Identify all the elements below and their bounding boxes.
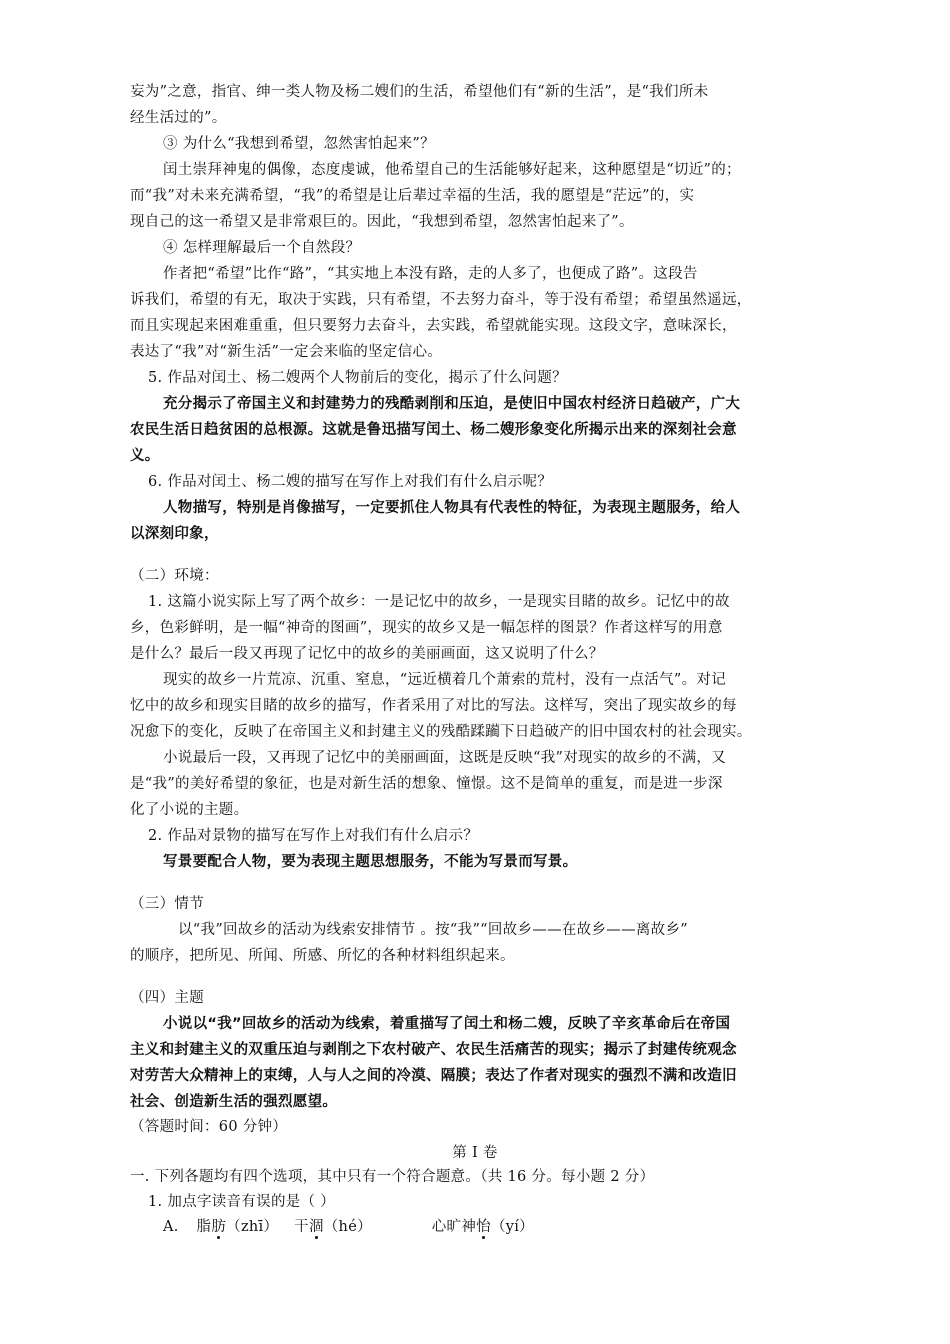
text-line: 经生活过的”。	[130, 110, 227, 126]
question-6: 6. 作品对闰土、杨二嫂的描写在写作上对我们有什么启示呢？	[148, 474, 553, 490]
option-a-word-3: 心旷神怡	[431, 1219, 491, 1235]
emphasis-dot-char: 肪	[211, 1219, 227, 1235]
question-env-1: 1. 这篇小说实际上写了两个故乡：一是记忆中的故乡，一是现实目睹的故乡。记忆中的故	[148, 594, 730, 610]
question-4: ④ 怎样理解最后一个自然段？	[163, 240, 361, 256]
option-a-word-2: 干涸	[294, 1219, 324, 1235]
question-3: ③ 为什么“我想到希望，忽然害怕起来”？	[163, 136, 435, 152]
text-line: 诉我们，希望的有无，取决于实践，只有希望，不去努力奋斗，等于没有希望；希望虽然遥远，	[130, 292, 752, 308]
option-a-label: A.	[163, 1219, 179, 1235]
option-a	[163, 1214, 534, 1240]
volume-title: 第 I 卷	[452, 1145, 498, 1161]
text-line: 而“我”对未来充满希望，“我”的希望是让后辈过幸福的生活，我的愿望是“茫远”的，实	[130, 188, 695, 204]
text-line: 的顺序，把所见、所闻、所感、所忆的各种材料组织起来。	[130, 948, 515, 964]
theme-text: 对劳苦大众精神上的束缚，人与人之间的冷漠、隔膜；表达了作者对现实的强烈不满和改造旧	[130, 1068, 737, 1084]
option-a-pinyin-2: （hé）	[323, 1219, 372, 1235]
emphasis-dot-char: 涸	[308, 1219, 324, 1235]
text-line: 而且实现起来困难重重，但只要努力去奋斗，去实践，希望就能实现。这段文字，意味深长，	[130, 318, 737, 334]
text-line: 现自己的这一希望又是非常艰巨的。因此，“我想到希望，忽然害怕起来了”。	[130, 214, 634, 230]
answer-6: 人物描写，特别是肖像描写，一定要抓住人物具有代表性的特征，为表现主题服务，给人	[163, 500, 741, 516]
theme-text: 小说以“我”回故乡的活动为线索，着重描写了闰土和杨二嫂，反映了辛亥革命后在帝国	[163, 1016, 731, 1032]
text-line: 是什么？最后一段又再现了记忆中的故乡的美丽画面，这又说明了什么？	[130, 646, 604, 662]
section-instructions: 一. 下列各题均有四个选项，其中只有一个符合题意。（共 16 分。每小题 2 分）	[130, 1169, 655, 1185]
answer-env-2: 写景要配合人物，要为表现主题思想服务，不能为写景而写景。	[163, 854, 578, 870]
option-a-pinyin-3: （yí）	[490, 1219, 534, 1235]
question-1: 1. 加点字读音有误的是（ ）	[148, 1194, 336, 1210]
text-line: 小说最后一段，又再现了记忆中的美丽画面，这既是反映“我”对现实的故乡的不满，又	[163, 750, 727, 766]
option-a-pinyin-1: （zhī）	[226, 1219, 279, 1235]
section-heading-plot: （三）情节	[130, 896, 204, 912]
option-a-word-1: 脂肪	[196, 1219, 227, 1235]
text-line: 是“我”的美好希望的象征，也是对新生活的想象、憧憬。这不是简单的重复，而是进一步深	[130, 776, 723, 792]
theme-text: 社会、创造新生活的强烈愿望。	[130, 1094, 338, 1110]
question-env-2: 2. 作品对景物的描写在写作上对我们有什么启示？	[148, 828, 479, 844]
text-line: 以“我”回故乡的活动为线索安排情节 。按“我”“回故乡——在故乡——离故乡”	[178, 922, 688, 938]
text-line: 妄为”之意，指官、绅一类人物及杨二嫂们的生活，希望他们有“新的生活”，是“我们所未	[130, 84, 709, 100]
text-line: 作者把“希望”比作“路”，“其实地上本没有路，走的人多了，也便成了路”。这段告	[163, 266, 698, 282]
answer-5: 义。	[130, 448, 160, 464]
text-line: 忆中的故乡和现实目睹的故乡的描写，作者采用了对比的写法。这样写，突出了现实故乡的每	[130, 698, 737, 714]
text-line: 乡，色彩鲜明，是一幅“神奇的图画”，现实的故乡又是一幅怎样的图景？作者这样写的用意	[130, 620, 723, 636]
section-heading-environment: （二）环境：	[130, 568, 219, 584]
answer-5: 充分揭示了帝国主义和封建势力的残酷剥削和压迫，是使旧中国农村经济日趋破产，广大	[163, 396, 741, 412]
theme-text: 主义和封建主义的双重压迫与剥削之下农村破产、农民生活痛苦的现实；揭示了封建传统观念	[130, 1042, 737, 1058]
text-line: 现实的故乡一片荒凉、沉重、窒息，“远近横着几个萧索的荒村，没有一点活气”。对记	[163, 672, 727, 688]
section-heading-theme: （四）主题	[130, 990, 204, 1006]
answer-6: 以深刻印象，	[130, 526, 219, 542]
text-line: 化了小说的主题。	[130, 802, 249, 818]
exam-time: （答题时间：60 分钟）	[130, 1119, 288, 1135]
emphasis-dot-char: 怡	[476, 1219, 491, 1235]
text-line: 况愈下的变化，反映了在帝国主义和封建主义的残酷蹂躏下日趋破产的旧中国农村的社会现实。	[130, 724, 752, 740]
text-line: 闰土崇拜神鬼的偶像，态度虔诚，他希望自己的生活能够好起来，这种愿望是“切近”的；	[163, 162, 741, 178]
text-line: 表达了“我”对“新生活”一定会来临的坚定信心。	[130, 344, 443, 360]
answer-5: 农民生活日趋贫困的总根源。这就是鲁迅描写闰土、杨二嫂形象变化所揭示出来的深刻社会意	[130, 422, 737, 438]
question-5: 5. 作品对闰土、杨二嫂两个人物前后的变化，揭示了什么问题？	[148, 370, 567, 386]
